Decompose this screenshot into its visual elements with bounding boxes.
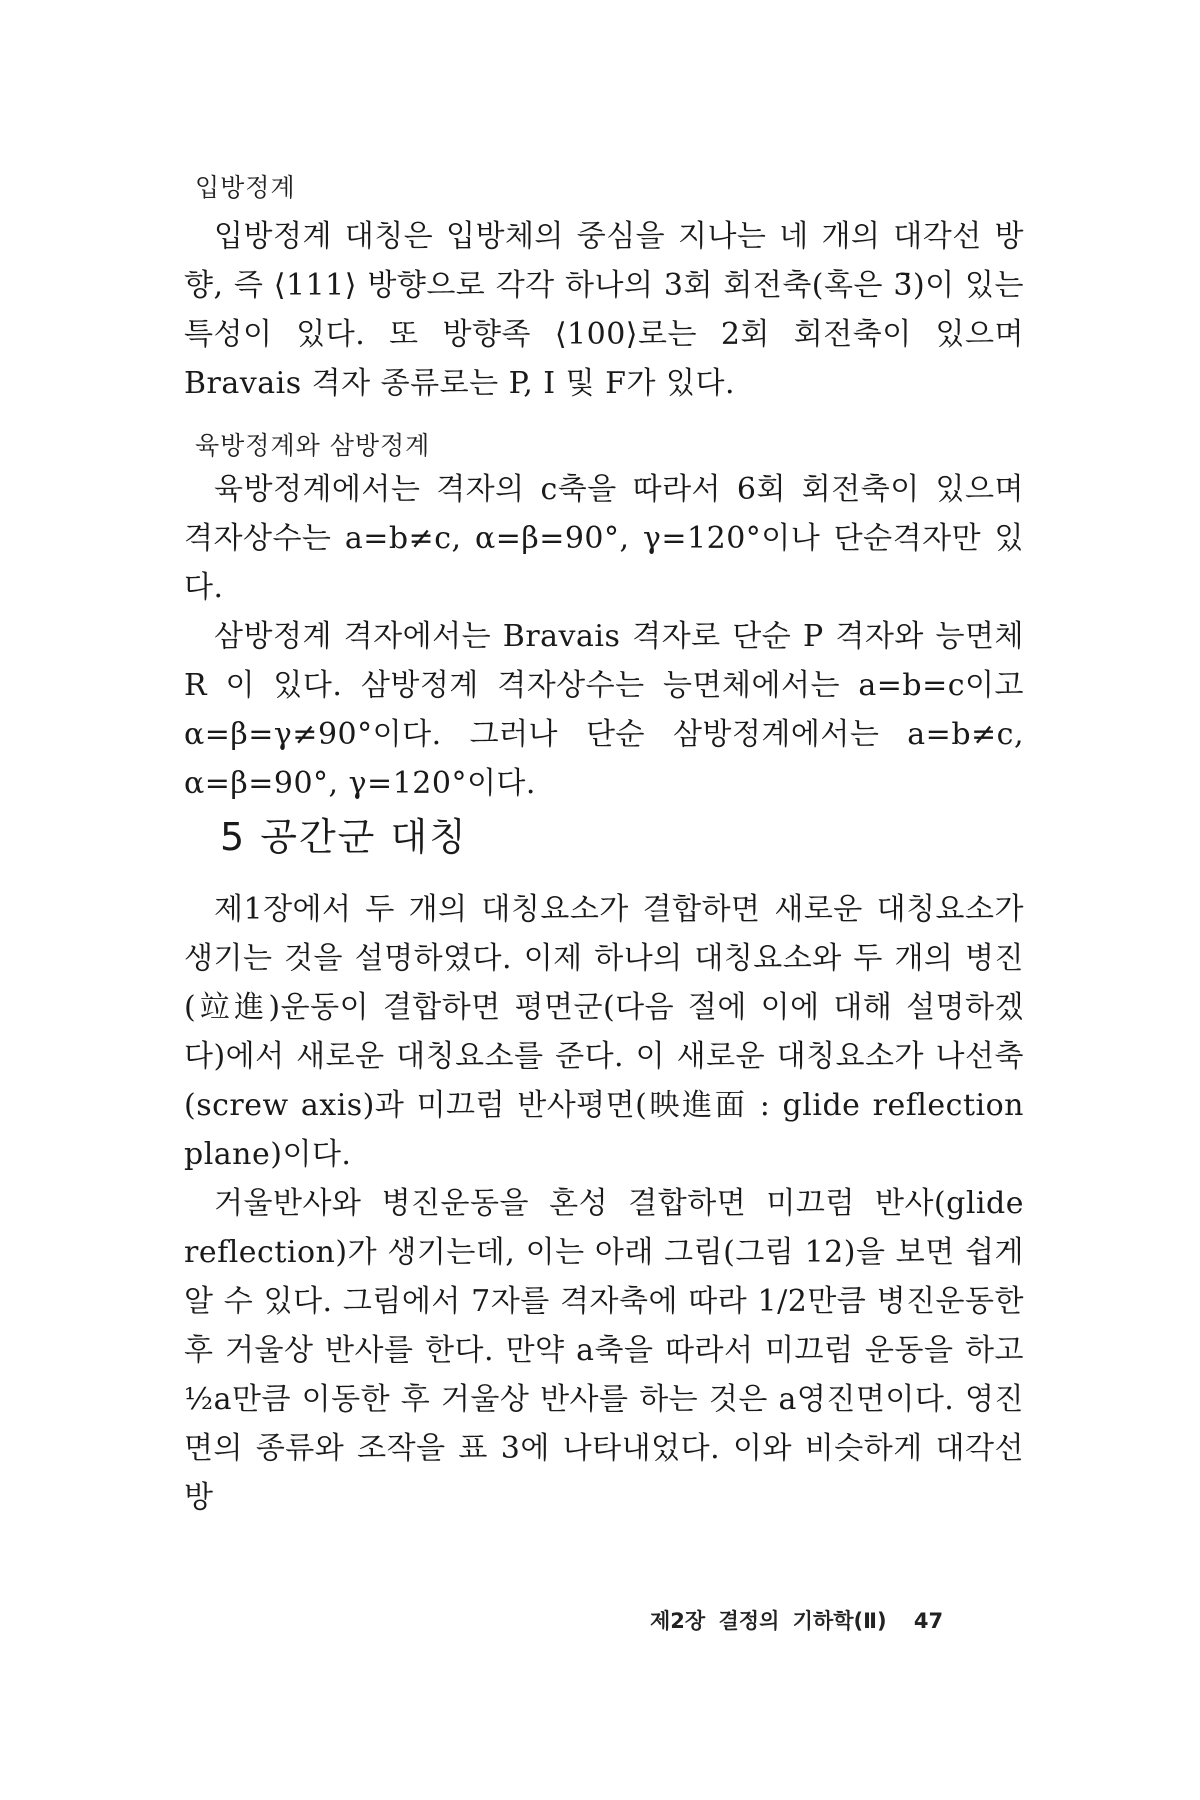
paragraph-glide-reflection: 거울반사와 병진운동을 혼성 결합하면 미끄럼 반사(glide reflection)가 생기는데, 이는 아래 그림(그림 12)을 보면 쉽게 알 수 있다. 그림에서 7자를 격자축에 따라 1/2만큼 병진운동한 후 거울상 반사를 한다. 만약 a축을 따라서 미끄럼 운동을 하고 ½a만큼 이동한 후 거울상 반사를 하는 것은 a영진면이다. 영진면의 종류와 조작을 표 3에 나타내었다. 이와 비슷하게 대각선 방	[184, 1186, 1024, 1515]
subsection-heading-hexagonal-trigonal: 육방정계와 삼방정계	[195, 431, 431, 460]
section-title-space-group-symmetry: 5 공간군 대칭	[220, 815, 468, 859]
page-footer	[650, 1605, 943, 1635]
cubic-text-block	[184, 212, 1024, 408]
running-head: 제2장 결정의 기하학(Ⅱ)	[650, 1609, 887, 1633]
paragraph-hexagonal: 육방정계에서는 격자의 c축을 따라서 6회 회전축이 있으며 격자상수는 a=b≠c, α=β=90°, γ=120°이나 단순격자만 있다.	[184, 472, 1024, 605]
hex-trig-text-block	[184, 465, 1024, 808]
page-number: 47	[913, 1609, 944, 1633]
paragraph-trigonal: 삼방정계 격자에서는 Bravais 격자로 단순 P 격자와 능면체 R 이 있다. 삼방정계 격자상수는 능면체에서는 a=b=c이고 α=β=γ≠90°이다. 그러나 단순 삼방정계에서는 a=b≠c, α=β=90°, γ=120°이다.	[184, 619, 1024, 801]
paragraph-cubic: 입방정계 대칭은 입방체의 중심을 지나는 네 개의 대각선 방향, 즉 ⟨111⟩ 방향으로 각각 하나의 3회 회전축(혹은 3̄)이 있는 특성이 있다. 또 방향족 ⟨100⟩로는 2회 회전축이 있으며 Bravais 격자 종류로는 P, I 및 F가 있다.	[184, 219, 1024, 401]
subsection-heading-cubic: 입방정계	[195, 173, 296, 202]
space-group-text-block	[184, 885, 1024, 1522]
paragraph-symmetry-elements: 제1장에서 두 개의 대칭요소가 결합하면 새로운 대칭요소가 생기는 것을 설명하였다. 이제 하나의 대칭요소와 두 개의 병진(竝進)운동이 결합하면 평면군(다음 절에 이에 대해 설명하겠다)에서 새로운 대칭요소를 준다. 이 새로운 대칭요소가 나선축(screw axis)과 미끄럼 반사평면(映進面 : glide reflection plane)이다.	[184, 892, 1024, 1172]
